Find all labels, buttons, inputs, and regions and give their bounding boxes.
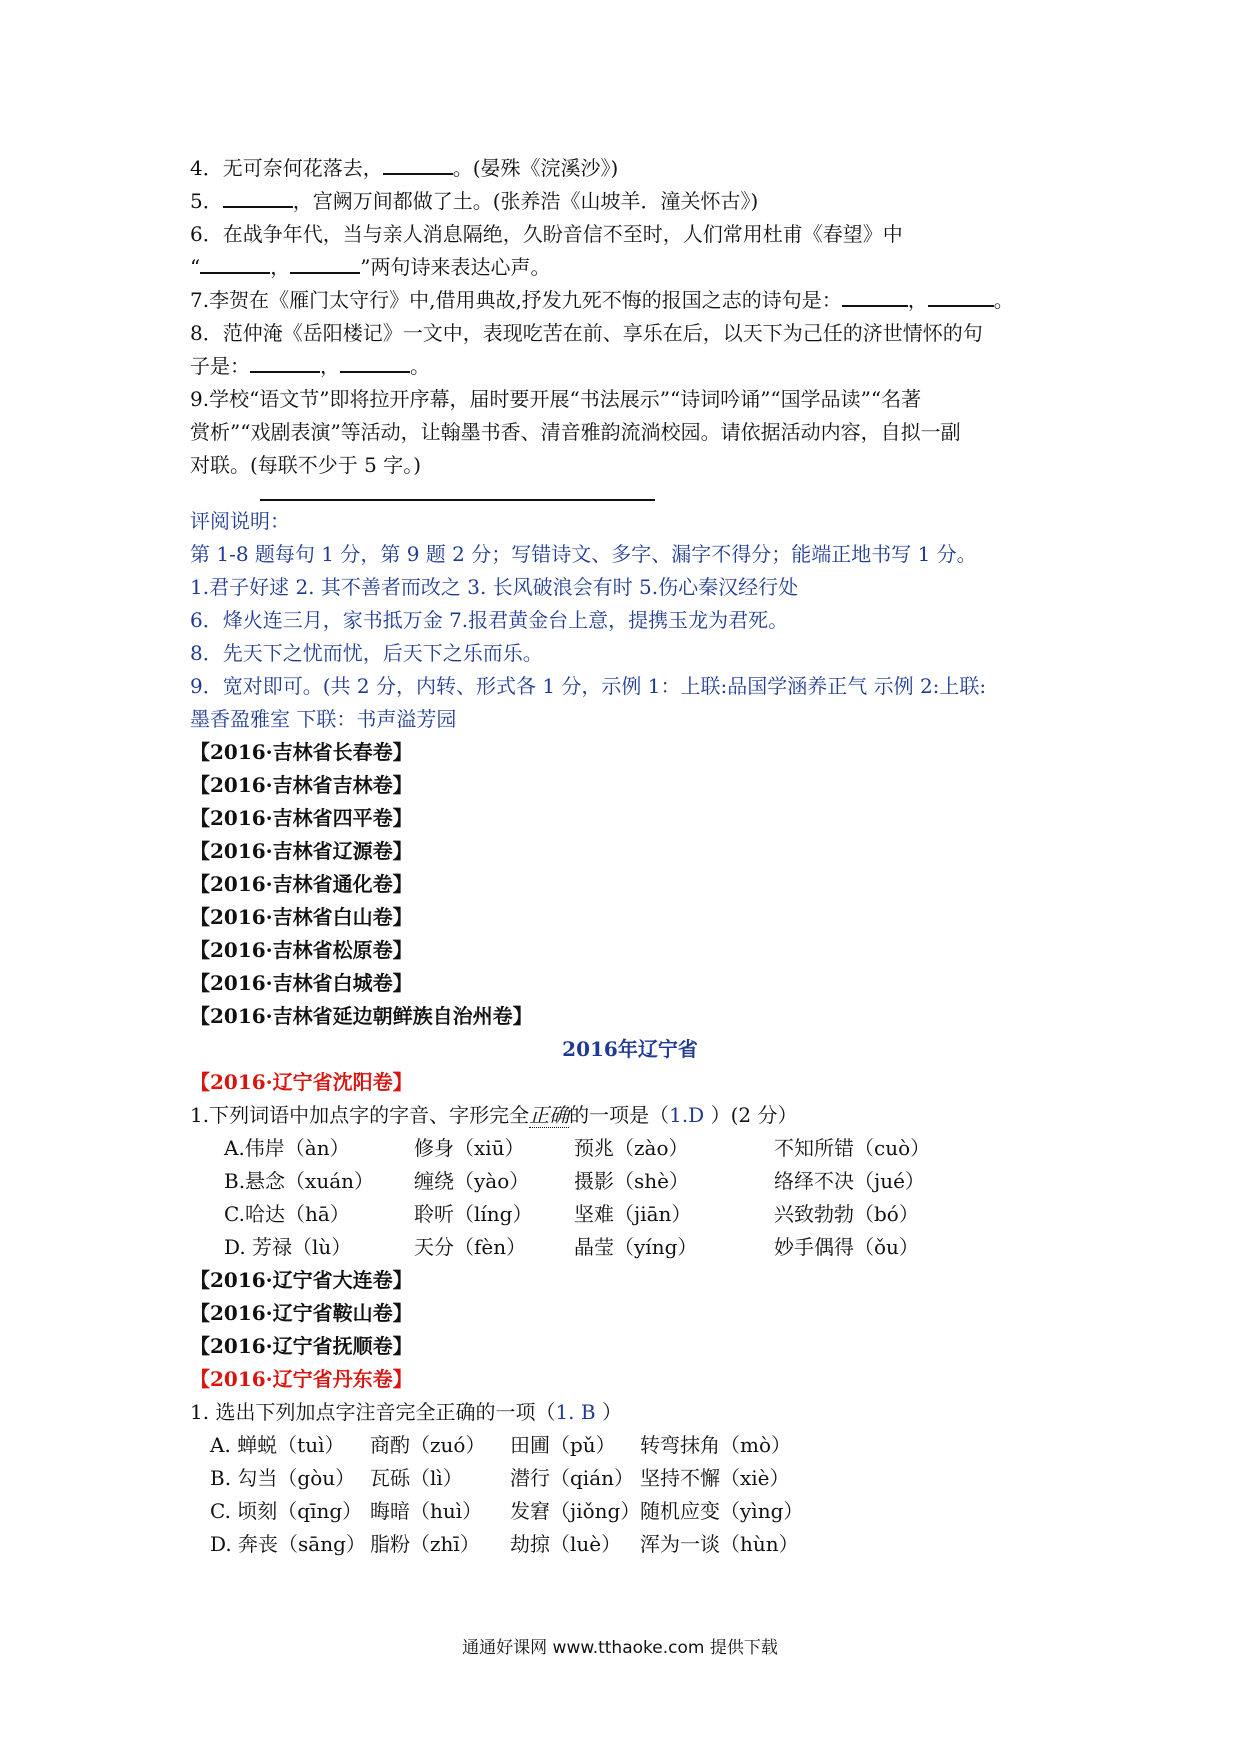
answer-rule — [260, 499, 655, 501]
option-item: 晦暗（huì） — [370, 1499, 483, 1523]
section-heading-songyuan: 【2016·吉林省松原卷】 — [190, 938, 413, 962]
section-heading-baicheng: 【2016·吉林省白城卷】 — [190, 971, 413, 995]
dandong-question — [190, 1396, 1070, 1429]
section-heading-tonghua: 【2016·吉林省通化卷】 — [190, 872, 413, 896]
question-text: ，宫阙万间都做了土。(张养浩《山坡羊．潼关怀古》) — [292, 189, 759, 213]
option-item: 络绎不决（jué） — [774, 1169, 925, 1193]
option-item: 兴致勃勃（bó） — [774, 1202, 919, 1226]
option-row-a — [190, 1132, 1070, 1165]
section-heading-jilin: 【2016·吉林省吉林卷】 — [190, 773, 413, 797]
option-item: 坚持不懈（xiè） — [640, 1466, 790, 1490]
question-text: ） — [595, 1400, 622, 1424]
answer-blank — [290, 254, 360, 274]
option-item: 劫掠（luè） — [510, 1532, 622, 1556]
question-text: ， — [270, 255, 291, 279]
page-footer: 通通好课网 www.tthaoke.com 提供下载 — [462, 1638, 778, 1658]
section-heading-baishan: 【2016·吉林省白山卷】 — [190, 905, 413, 929]
document-page — [190, 152, 1070, 1561]
review-line: 9．宽对即可。(共 2 分，内转、形式各 1 分，示例 1：上联:品国学涵养正气 示例 2:上联: — [190, 674, 987, 698]
emphasized-word: 正确 — [529, 1103, 570, 1127]
question-9-line2: 赏析”“戏剧表演”等活动，让翰墨书香、清音雅韵流淌校园。请依据活动内容，自拟一副 — [190, 420, 961, 444]
option-row-d — [190, 1231, 1070, 1264]
option-item: D. 奔丧（sāng） — [210, 1532, 366, 1556]
liaoning-title: 2016年辽宁省 — [562, 1037, 698, 1061]
review-line: 第 1-8 题每句 1 分，第 9 题 2 分；写错诗文、多字、漏字不得分；能端正地书写 1 分。 — [190, 542, 977, 566]
option-row-b — [190, 1462, 1070, 1495]
option-item: 脂粉（zhī） — [370, 1532, 480, 1556]
question-6-line1: 6．在战争年代，当与亲人消息隔绝，久盼音信不至时，人们常用杜甫《春望》中 — [190, 222, 903, 246]
question-text: 1.下列词语中加点字的字音、字形完全 — [190, 1103, 530, 1127]
option-item: 不知所错（cuò） — [774, 1136, 931, 1160]
question-text: 5． — [190, 189, 223, 213]
question-text: 的一项是（ — [569, 1103, 670, 1127]
question-7 — [190, 284, 1070, 317]
question-text: 7.李贺在《雁门太守行》中,借用典故,抒发九死不悔的报国之志的诗句是： — [190, 288, 842, 312]
answer-blank — [250, 353, 320, 373]
question-text: “ — [190, 255, 201, 279]
question-text: 子是： — [190, 354, 250, 378]
option-item: 修身（xiū） — [414, 1136, 525, 1160]
answer-blank — [383, 155, 453, 175]
option-item: 晶莹（yíng） — [574, 1235, 698, 1259]
option-item: 发窘（jiǒng） — [510, 1499, 641, 1523]
option-item: 摄影（shè） — [574, 1169, 689, 1193]
review-line: 墨香盈雅室 下联：书声溢芳园 — [190, 707, 457, 731]
answer-blank — [928, 287, 994, 307]
option-item: 缠绕（yào） — [414, 1169, 530, 1193]
question-8-line1: 8．范仲淹《岳阳楼记》一文中，表现吃苦在前、享乐在后，以天下为己任的济世情怀的句 — [190, 321, 983, 345]
question-4 — [190, 152, 1070, 185]
option-item: 坚难（jiān） — [574, 1202, 692, 1226]
question-text: ， — [320, 354, 340, 378]
option-row-c — [190, 1198, 1070, 1231]
option-item: 田圃（pǔ） — [510, 1433, 616, 1457]
option-item: A.伟岸（àn） — [224, 1136, 350, 1160]
option-item: A. 蝉蜕（tuì） — [210, 1433, 345, 1457]
section-heading-siping: 【2016·吉林省四平卷】 — [190, 806, 413, 830]
section-heading-shenyang: 【2016·辽宁省沈阳卷】 — [190, 1070, 413, 1094]
question-text: 4．无可奈何花落去， — [190, 156, 383, 180]
option-row-a — [190, 1429, 1070, 1462]
question-text: ， — [907, 288, 928, 312]
question-9-line1: 9.学校“语文节”即将拉开序幕，届时要开展“书法展示”“诗词吟诵”“国学品读”“名著 — [190, 387, 922, 411]
question-text: 。(晏殊《浣溪沙》) — [452, 156, 619, 180]
review-line: 6．烽火连三月，家书抵万金 7.报君黄金台上意，提携玉龙为君死。 — [190, 608, 789, 632]
option-item: 浑为一谈（hùn） — [640, 1532, 799, 1556]
question-5 — [190, 185, 1070, 218]
option-item: C.哈达（hā） — [224, 1202, 350, 1226]
answer-text: 1. B — [555, 1400, 596, 1424]
section-heading-liaoyuan: 【2016·吉林省辽源卷】 — [190, 839, 413, 863]
option-item: 聆听（líng） — [414, 1202, 533, 1226]
option-row-c — [190, 1495, 1070, 1528]
question-9-line3: 对联。(每联不少于 5 字。) — [190, 453, 422, 477]
question-text: ）(2 分） — [704, 1103, 798, 1127]
question-text: 1. 选出下列加点字注音完全正确的一项（ — [190, 1400, 556, 1424]
question-8-line2 — [190, 350, 1070, 383]
option-item: B. 勾当（gòu） — [210, 1466, 356, 1490]
option-item: 潜行（qián） — [510, 1466, 635, 1490]
section-heading-anshan: 【2016·辽宁省鞍山卷】 — [190, 1301, 413, 1325]
option-item: B.悬念（xuán） — [224, 1169, 375, 1193]
section-heading-dandong: 【2016·辽宁省丹东卷】 — [190, 1367, 413, 1391]
review-heading: 评阅说明： — [190, 509, 290, 533]
option-item: 天分（fèn） — [414, 1235, 527, 1259]
option-item: 商酌（zuó） — [370, 1433, 486, 1457]
option-row-b — [190, 1165, 1070, 1198]
question-6-line2 — [190, 251, 1070, 284]
answer-blank — [842, 287, 908, 307]
option-item: C. 顷刻（qīng） — [210, 1499, 363, 1523]
option-item: 预兆（zào） — [574, 1136, 689, 1160]
answer-text: 1.D — [669, 1103, 705, 1127]
answer-blank — [200, 254, 270, 274]
question-text: 。 — [410, 354, 430, 378]
review-line: 1.君子好逑 2. 其不善者而改之 3. 长风破浪会有时 5.伤心秦汉经行处 — [190, 575, 799, 599]
shenyang-question — [190, 1099, 1070, 1132]
section-heading-changchun: 【2016·吉林省长春卷】 — [190, 740, 413, 764]
option-row-d — [190, 1528, 1070, 1561]
option-item: 妙手偶得（ǒu） — [774, 1235, 919, 1259]
answer-blank — [223, 188, 293, 208]
section-heading-fushun: 【2016·辽宁省抚顺卷】 — [190, 1334, 413, 1358]
answer-blank — [340, 353, 410, 373]
question-text: 。 — [993, 288, 1014, 312]
option-item: 转弯抹角（mò） — [640, 1433, 792, 1457]
section-heading-dalian: 【2016·辽宁省大连卷】 — [190, 1268, 413, 1292]
option-item: 随机应变（yìng） — [640, 1499, 804, 1523]
option-item: 瓦砾（lì） — [370, 1466, 463, 1490]
option-item: D. 芳禄（lù） — [224, 1235, 352, 1259]
review-line: 8．先天下之忧而忧，后天下之乐而乐。 — [190, 641, 543, 665]
question-text: ”两句诗来表达心声。 — [360, 255, 551, 279]
section-heading-yanbian: 【2016·吉林省延边朝鲜族自治州卷】 — [190, 1004, 533, 1028]
